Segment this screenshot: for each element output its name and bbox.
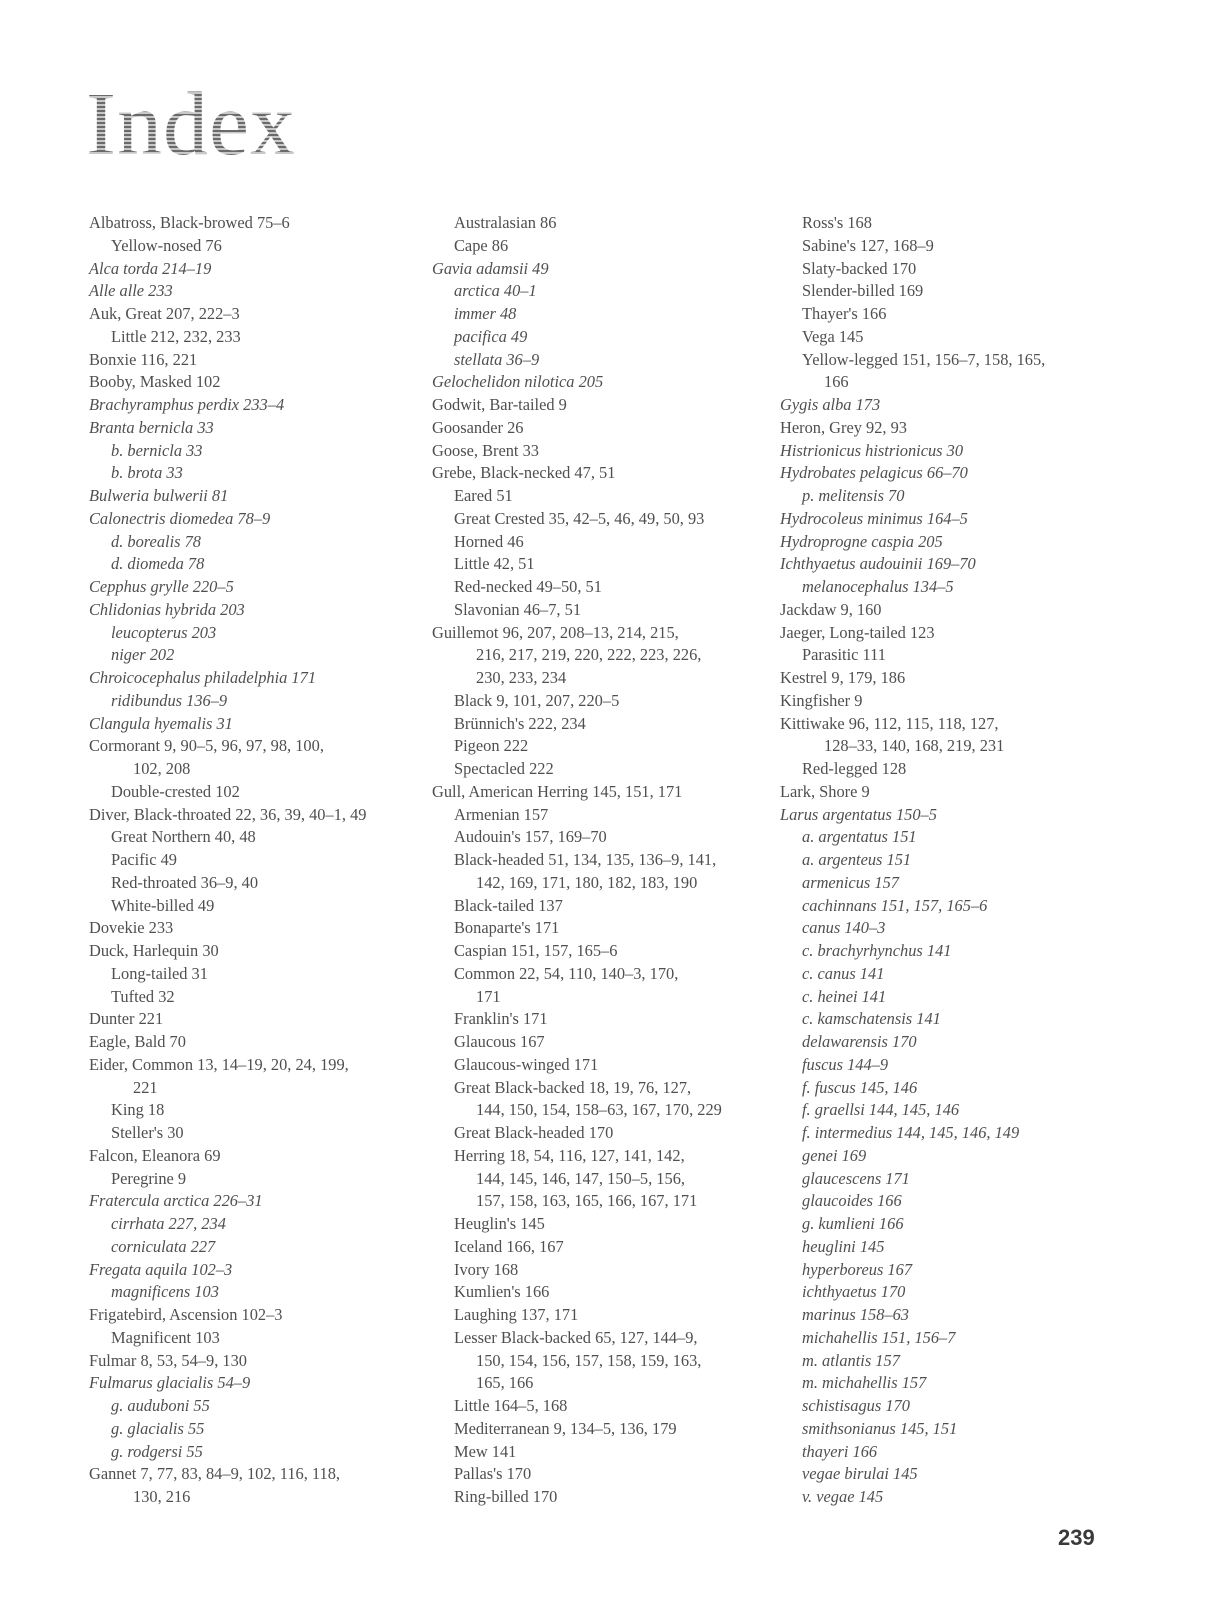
index-entry: marinus 158–63 [802, 1305, 910, 1324]
index-entry: Cape 86 [454, 235, 509, 255]
index-entry: vegae birulai 145 [802, 1464, 918, 1484]
index-entry: stellata 36–9 [454, 349, 540, 369]
index-entry: Eared 51 [454, 486, 513, 505]
index-entry: Gull, American Herring 145, 151, 171 [432, 781, 683, 801]
index-entry: 221 [133, 1077, 158, 1097]
index-entry: Hydroprogne caspia 205 [780, 531, 943, 551]
index-entry: Kingfisher 9 [780, 690, 863, 710]
index-entry: Godwit, Bar-tailed 9 [432, 395, 567, 414]
index-entry: Australasian 86 [454, 213, 557, 232]
index-entry: Brünnich's 222, 234 [454, 713, 586, 733]
index-entry: Jackdaw 9, 160 [780, 599, 882, 619]
index-entry: d. diomeda 78 [111, 554, 205, 574]
index-entry: c. kamschatensis 141 [802, 1009, 941, 1029]
index-entry: Audouin's 157, 169–70 [454, 827, 607, 847]
index-column-2 [432, 212, 762, 1509]
index-entry: Sabine's 127, 168–9 [802, 235, 934, 255]
index-entry: Frigatebird, Ascension 102–3 [89, 1305, 283, 1324]
index-entry: Little 164–5, 168 [454, 1396, 568, 1415]
index-entry: 230, 233, 234 [476, 668, 567, 687]
index-entry: Common 22, 54, 110, 140–3, 170, [454, 963, 679, 983]
index-entry: m. michahellis 157 [802, 1373, 927, 1393]
index-entry: pacifica 49 [454, 326, 528, 346]
index-entry: Heron, Grey 92, 93 [780, 417, 907, 437]
index-entry: Slavonian 46–7, 51 [454, 599, 582, 619]
index-entry: corniculata 227 [111, 1236, 216, 1256]
index-entry: Ring-billed 170 [454, 1487, 558, 1506]
index-entry: Long-tailed 31 [111, 963, 208, 983]
index-entry: schistisagus 170 [802, 1396, 910, 1415]
index-entry: a. argenteus 151 [802, 850, 912, 869]
index-entry: Eagle, Bald 70 [89, 1032, 186, 1051]
index-entry: Gygis alba 173 [780, 395, 881, 414]
index-entry: glaucescens 171 [802, 1168, 910, 1188]
index-entry: Grebe, Black-necked 47, 51 [432, 463, 616, 483]
index-entry: Hydrobates pelagicus 66–70 [780, 463, 968, 483]
index-entry: 165, 166 [476, 1373, 534, 1393]
index-entry: 144, 150, 154, 158–63, 167, 170, 229 [476, 1100, 722, 1120]
index-entry: 157, 158, 163, 165, 166, 167, 171 [476, 1191, 698, 1211]
index-entry: Goosander 26 [432, 417, 524, 437]
index-entry: ridibundus 136–9 [111, 690, 228, 710]
index-entry: Tufted 32 [111, 986, 175, 1006]
index-entry: Great Crested 35, 42–5, 46, 49, 50, 93 [454, 508, 705, 528]
index-entry: Red-necked 49–50, 51 [454, 577, 602, 596]
page-title: Index [86, 70, 296, 180]
index-entry: Parasitic 111 [802, 645, 886, 665]
index-entry: Fulmar 8, 53, 54–9, 130 [89, 1350, 247, 1370]
index-entry: niger 202 [111, 645, 175, 665]
index-entry: m. atlantis 157 [802, 1350, 900, 1370]
index-entry: King 18 [111, 1100, 165, 1120]
index-entry: Kittiwake 96, 112, 115, 118, 127, [780, 713, 999, 733]
index-entry: Goose, Brent 33 [432, 440, 539, 460]
index-entry: Little 42, 51 [454, 554, 535, 574]
index-entry: ichthyaetus 170 [802, 1282, 906, 1302]
index-entry: Auk, Great 207, 222–3 [89, 304, 240, 323]
index-entry: Histrionicus histrionicus 30 [780, 440, 964, 460]
index-entry: 166 [824, 372, 849, 392]
index-entry: Caspian 151, 157, 165–6 [454, 941, 618, 960]
index-entry: c. heinei 141 [802, 986, 887, 1006]
index-entry: Glaucous-winged 171 [454, 1054, 599, 1074]
index-entry: armenicus 157 [802, 872, 899, 892]
index-entry: Peregrine 9 [111, 1168, 187, 1188]
index-entry: Pallas's 170 [454, 1464, 532, 1484]
index-entry: f. graellsi 144, 145, 146 [802, 1100, 960, 1120]
index-entry: Branta bernicla 33 [89, 417, 214, 437]
index-entry: Fulmarus glacialis 54–9 [89, 1373, 251, 1393]
index-entry: 150, 154, 156, 157, 158, 159, 163, [476, 1350, 702, 1370]
index-entry: Dunter 221 [89, 1009, 164, 1029]
index-entry: Chlidonias hybrida 203 [89, 599, 245, 619]
index-entry: Mew 141 [454, 1441, 517, 1461]
index-entry: Brachyramphus perdix 233–4 [89, 395, 285, 414]
index-entry: Albatross, Black-browed 75–6 [89, 213, 290, 232]
index-entry: Dovekie 233 [89, 918, 174, 938]
index-entry: g. rodgersi 55 [111, 1441, 203, 1461]
index-entry: Armenian 157 [454, 804, 549, 824]
index-entry: fuscus 144–9 [802, 1054, 889, 1074]
index-entry: g. glacialis 55 [111, 1418, 205, 1438]
index-entry: Hydrocoleus minimus 164–5 [780, 508, 968, 528]
index-entry: White-billed 49 [111, 895, 215, 915]
index-entry: v. vegae 145 [802, 1487, 884, 1506]
index-column-3 [780, 212, 1110, 1509]
index-entry: Mediterranean 9, 134–5, 136, 179 [454, 1418, 677, 1438]
index-entry: Cormorant 9, 90–5, 96, 97, 98, 100, [89, 736, 324, 756]
index-entry: immer 48 [454, 304, 517, 323]
index-entry: 171 [476, 986, 501, 1006]
index-entry: Gannet 7, 77, 83, 84–9, 102, 116, 118, [89, 1464, 340, 1484]
index-entry: Gelochelidon nilotica 205 [432, 372, 604, 392]
index-entry: Lark, Shore 9 [780, 781, 870, 801]
index-entry: 130, 216 [133, 1487, 191, 1506]
index-entry: c. canus 141 [802, 963, 885, 983]
index-entry: b. bernicla 33 [111, 440, 203, 460]
index-entry: Jaeger, Long-tailed 123 [780, 622, 935, 642]
index-entry: 128–33, 140, 168, 219, 231 [824, 736, 1005, 756]
index-entry: smithsonianus 145, 151 [802, 1418, 958, 1438]
index-entry: melanocephalus 134–5 [802, 577, 954, 596]
page-number: 239 [1058, 1525, 1095, 1550]
index-entry: magnificens 103 [111, 1282, 219, 1302]
index-entry: Franklin's 171 [454, 1009, 548, 1029]
index-entry: Bulweria bulwerii 81 [89, 486, 229, 505]
index-entry: f. fuscus 145, 146 [802, 1077, 918, 1097]
index-entry: Ichthyaetus audouinii 169–70 [780, 554, 976, 574]
index-entry: Duck, Harlequin 30 [89, 941, 219, 960]
index-entry: Clangula hyemalis 31 [89, 713, 233, 733]
index-entry: a. argentatus 151 [802, 827, 917, 847]
index-entry: Diver, Black-throated 22, 36, 39, 40–1, 49 [89, 804, 367, 824]
index-entry: Calonectris diomedea 78–9 [89, 508, 271, 528]
index-entry: michahellis 151, 156–7 [802, 1327, 956, 1347]
index-entry: Yellow-nosed 76 [111, 235, 222, 255]
index-entry: hyperboreus 167 [802, 1259, 913, 1279]
index-entry: Alca torda 214–19 [89, 258, 212, 278]
index-entry: Ivory 168 [454, 1259, 519, 1279]
index-entry: Bonxie 116, 221 [89, 349, 198, 369]
index-entry: d. borealis 78 [111, 531, 201, 551]
index-entry: Larus argentatus 150–5 [780, 804, 937, 824]
index-entry: 102, 208 [133, 759, 191, 778]
index-entry: genei 169 [802, 1145, 867, 1165]
index-entry: Laughing 137, 171 [454, 1305, 579, 1324]
index-entry: Booby, Masked 102 [89, 372, 221, 392]
index-entry: Red-legged 128 [802, 759, 907, 778]
index-entry: Magnificent 103 [111, 1327, 220, 1347]
index-entry: Black-tailed 137 [454, 895, 563, 915]
index-entry: g. kumlieni 166 [802, 1214, 904, 1233]
index-entry: Yellow-legged 151, 156–7, 158, 165, [802, 349, 1046, 369]
index-entry: Great Black-headed 170 [454, 1123, 614, 1142]
index-entry: Great Black-backed 18, 19, 76, 127, [454, 1077, 692, 1097]
index-entry: leucopterus 203 [111, 622, 217, 642]
index-entry: Glaucous 167 [454, 1032, 545, 1051]
index-entry: Steller's 30 [111, 1123, 184, 1142]
index-entry: 144, 145, 146, 147, 150–5, 156, [476, 1168, 685, 1188]
index-entry: f. intermedius 144, 145, 146, 149 [802, 1123, 1020, 1142]
index-entry: Eider, Common 13, 14–19, 20, 24, 199, [89, 1054, 349, 1074]
index-entry: 216, 217, 219, 220, 222, 223, 226, [476, 645, 702, 665]
index-entry: Horned 46 [454, 531, 524, 551]
index-entry: Vega 145 [802, 326, 864, 346]
index-entry: cachinnans 151, 157, 165–6 [802, 895, 988, 915]
index-entry: Fregata aquila 102–3 [89, 1259, 233, 1279]
index-entry: Little 212, 232, 233 [111, 326, 241, 346]
index-entry: Spectacled 222 [454, 759, 554, 778]
index-entry: g. auduboni 55 [111, 1396, 210, 1415]
index-entry: Pacific 49 [111, 850, 177, 869]
index-entry: Kestrel 9, 179, 186 [780, 668, 906, 687]
index-entry: thayeri 166 [802, 1441, 878, 1461]
index-entry: heuglini 145 [802, 1236, 885, 1256]
index-entry: Double-crested 102 [111, 781, 240, 801]
index-column-1 [89, 212, 419, 1509]
index-entry: cirrhata 227, 234 [111, 1214, 226, 1233]
index-entry: Chroicocephalus philadelphia 171 [89, 668, 317, 687]
index-entry: b. brota 33 [111, 463, 183, 483]
index-entry: Alle alle 233 [89, 281, 173, 301]
index-entry: Heuglin's 145 [454, 1214, 545, 1233]
index-entry: 142, 169, 171, 180, 182, 183, 190 [476, 872, 698, 892]
index-entry: Slaty-backed 170 [802, 258, 917, 278]
index-entry: Gavia adamsii 49 [432, 258, 549, 278]
index-entry: Falcon, Eleanora 69 [89, 1145, 221, 1165]
index-entry: Black-headed 51, 134, 135, 136–9, 141, [454, 850, 717, 869]
index-entry: Black 9, 101, 207, 220–5 [454, 690, 620, 710]
index-entry: Thayer's 166 [802, 304, 887, 323]
index-entry: Iceland 166, 167 [454, 1236, 564, 1256]
index-entry: Fratercula arctica 226–31 [89, 1191, 263, 1211]
index-entry: Kumlien's 166 [454, 1282, 550, 1302]
index-entry: Red-throated 36–9, 40 [111, 872, 259, 892]
index-entry: glaucoides 166 [802, 1191, 902, 1211]
index-entry: Guillemot 96, 207, 208–13, 214, 215, [432, 622, 679, 642]
index-entry: Herring 18, 54, 116, 127, 141, 142, [454, 1145, 685, 1165]
index-entry: Ross's 168 [802, 213, 872, 232]
index-entry: Cepphus grylle 220–5 [89, 577, 234, 596]
index-entry: delawarensis 170 [802, 1032, 917, 1051]
index-entry: p. melitensis 70 [802, 486, 905, 505]
index-entry: Slender-billed 169 [802, 281, 924, 301]
index-entry: Lesser Black-backed 65, 127, 144–9, [454, 1327, 698, 1347]
index-entry: Pigeon 222 [454, 736, 529, 756]
index-entry: c. brachyrhynchus 141 [802, 941, 952, 960]
index-entry: Great Northern 40, 48 [111, 827, 256, 847]
index-entry: arctica 40–1 [454, 281, 537, 301]
index-entry: Bonaparte's 171 [454, 918, 560, 938]
index-entry: canus 140–3 [802, 918, 886, 938]
